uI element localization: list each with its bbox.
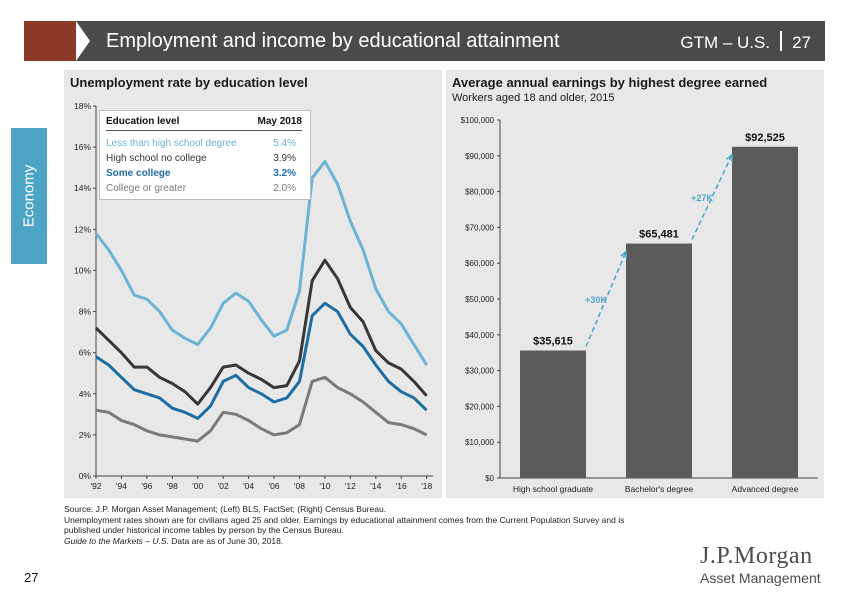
legend-row-value: 3.2% (273, 168, 296, 179)
bar (626, 244, 692, 478)
growth-arrow-head (727, 155, 733, 162)
y-tick-label: 2% (78, 429, 91, 440)
footnote-date-text: Data are as of June 30, 2018. (168, 535, 284, 546)
x-category-label: Advanced degree (731, 484, 799, 494)
x-tick-label: '10 (319, 481, 331, 491)
y-tick-label: $20,000 (465, 402, 494, 412)
y-tick-label: 18% (73, 101, 91, 111)
x-tick-label: '94 (115, 481, 127, 491)
legend-row-value: 3.9% (273, 153, 296, 164)
legend-row (106, 153, 302, 164)
side-tab-economy[interactable] (11, 128, 47, 264)
x-tick-label: '18 (421, 481, 433, 491)
y-tick-label: 14% (73, 183, 91, 194)
guide-code: GTM – U.S. (680, 33, 771, 52)
legend-row-value: 2.0% (273, 183, 296, 194)
y-tick-label: 4% (78, 388, 91, 399)
y-tick-label: $70,000 (465, 223, 494, 233)
legend-row-value: 5.4% (273, 138, 296, 149)
x-tick-label: '98 (166, 481, 178, 491)
x-tick-label: '12 (344, 481, 356, 491)
y-tick-label: 0% (78, 471, 91, 481)
legend-row-label: Some college (106, 168, 171, 179)
bar (520, 350, 586, 478)
footnote-guide-name: Guide to the Markets – U.S. (64, 535, 169, 546)
header-page-number: 27 (792, 33, 811, 52)
left-panel-title: Unemployment rate by education level (70, 75, 308, 90)
legend-header-date: May 2018 (257, 116, 302, 127)
legend-table (99, 110, 311, 200)
x-tick-label: '04 (243, 481, 255, 491)
y-tick-label: $60,000 (465, 259, 494, 269)
footnotes (64, 504, 624, 546)
legend-row-label: College or greater (106, 183, 187, 194)
y-tick-label: $50,000 (465, 295, 494, 304)
y-tick-label: $0 (485, 474, 494, 483)
y-tick-label: $40,000 (465, 330, 494, 340)
bar (732, 147, 798, 478)
x-tick-label: '92 (90, 481, 102, 491)
legend-row (106, 138, 302, 149)
y-tick-label: $90,000 (465, 151, 494, 161)
y-tick-label: $10,000 (465, 438, 494, 448)
x-tick-label: '06 (268, 481, 280, 491)
earnings-bar-chart (446, 90, 824, 498)
jpmorgan-logo (700, 543, 821, 586)
bar-value-label: $92,525 (745, 131, 785, 144)
logo-tagline: Asset Management (700, 570, 821, 586)
side-tab-label: Economy (20, 164, 38, 228)
y-tick-label: 12% (73, 224, 91, 235)
series-line (96, 260, 427, 404)
footnote-date (64, 536, 624, 547)
logo-wordmark: J.P.Morgan (700, 543, 813, 569)
y-tick-label: 8% (78, 306, 91, 317)
growth-annotation: +30K (585, 295, 607, 306)
footnote-line: Unemployment rates shown are for civilians aged 25 and older. Earnings by educational attainment comes from the Current Population Survey and is (64, 514, 625, 525)
x-tick-label: '14 (370, 481, 382, 491)
x-tick-label: '08 (293, 481, 306, 491)
y-tick-label: 10% (73, 265, 91, 276)
x-category-label: Bachelor's degree (624, 484, 694, 494)
right-panel-title: Average annual earnings by highest degree earned (452, 75, 768, 90)
legend-row (106, 183, 302, 194)
bar-value-label: $35,615 (533, 335, 573, 348)
bar-value-label: $65,481 (639, 228, 679, 241)
y-tick-label: $100,000 (460, 116, 494, 125)
legend-row-label: High school no college (106, 153, 207, 164)
page-title: Employment and income by educational attainment (106, 30, 560, 52)
footnote-line: published under historical income tables by person by the Census Bureau. (64, 525, 344, 535)
legend-row (106, 168, 302, 179)
footnote-source: Source: J.P. Morgan Asset Management; (Left) BLS, FactSet; (Right) Census Bureau. (64, 504, 387, 514)
growth-annotation: +27K (691, 193, 713, 204)
x-tick-label: '02 (217, 481, 229, 491)
x-tick-label: '16 (395, 481, 407, 491)
y-tick-label: 16% (73, 142, 91, 153)
x-category-label: High school graduate (512, 484, 594, 494)
y-tick-label: $80,000 (465, 187, 494, 197)
y-tick-label: $30,000 (465, 366, 494, 376)
x-tick-label: '00 (192, 481, 204, 491)
x-tick-label: '96 (141, 481, 153, 491)
right-panel-subtitle: Workers aged 18 and older, 2015 (452, 92, 615, 104)
header-divider (780, 31, 782, 51)
page-number: 27 (24, 570, 39, 585)
y-tick-label: 6% (78, 347, 91, 358)
series-line (96, 377, 427, 441)
legend-row-label: Less than high school degree (106, 138, 237, 149)
legend-header (106, 116, 302, 131)
header-right (680, 31, 811, 53)
header-accent (24, 21, 76, 61)
legend-header-label: Education level (106, 116, 180, 127)
